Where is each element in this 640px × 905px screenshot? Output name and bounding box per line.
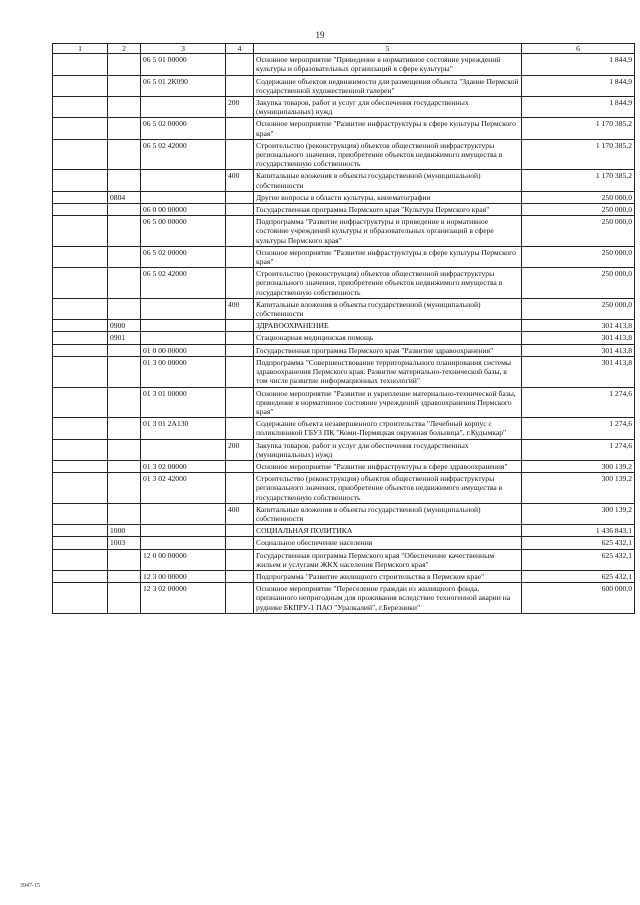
section-cell [53,387,108,418]
item-name-cell: ЗДРАВООХРАНЕНИЕ [254,320,522,332]
item-name-cell: Капитальные вложения в объекты государственной (муниципальной) собственности [254,298,522,319]
target-article-cell: 12 3 02 00000 [141,583,226,614]
target-article-cell: 06 5 01 00000 [141,54,226,75]
table-row [53,216,635,247]
subsection-cell [108,460,141,472]
budget-table [52,43,635,614]
table-row [53,418,635,439]
item-name-cell: Основное мероприятие "Развитие инфраструктуры в сфере культуры Пермского края" [254,118,522,139]
item-name-cell: Государственная программа Пермского края "Обеспечение качественным жильем и услугами ЖКХ населения Пермского края" [254,549,522,570]
target-article-cell: 06 5 00 00000 [141,216,226,247]
table-row [53,549,635,570]
amount-cell: 1 274,6 [522,387,635,418]
subsection-cell [108,439,141,460]
table-row [53,473,635,504]
target-article-cell [141,320,226,332]
expense-type-cell: 200 [226,97,254,118]
amount-cell: 1 844,9 [522,75,635,96]
expense-type-cell [226,570,254,582]
table-row [53,356,635,387]
amount-cell: 1 170 385,2 [522,139,635,170]
subsection-cell [108,139,141,170]
amount-cell: 250 000,0 [522,191,635,203]
table-row [53,503,635,524]
amount-cell: 301 413,8 [522,320,635,332]
target-article-cell: 01 0 00 00000 [141,344,226,356]
amount-cell: 250 000,0 [522,204,635,216]
section-cell [53,268,108,299]
item-name-cell: Строительство (реконструкция) объектов общественной инфраструктуры регионального значения, приобретение объектов недвижимого имущества в государственную собственность [254,473,522,504]
item-name-cell: Социальное обеспечение населения [254,537,522,549]
footer-code: 3947-15 [20,883,40,889]
target-article-cell: 06 5 02 00000 [141,246,226,267]
header-col-2: 2 [108,44,141,54]
target-article-cell [141,191,226,203]
item-name-cell: Государственная программа Пермского края "Культура Пермского края" [254,204,522,216]
item-name-cell: Строительство (реконструкция) объектов общественной инфраструктуры регионального значения, приобретение объектов недвижимого имущества в государственную собственность [254,139,522,170]
table-row [53,54,635,75]
section-cell [53,204,108,216]
amount-cell: 300 139,2 [522,473,635,504]
item-name-cell: Основное мероприятие "Развитие инфраструктуры в сфере культуры Пермского края" [254,246,522,267]
section-cell [53,75,108,96]
item-name-cell: Подпрограмма "Развитие жилищного строительства в Пермском крае" [254,570,522,582]
table-row [53,170,635,191]
target-article-cell: 01 3 01 2А130 [141,418,226,439]
section-cell [53,216,108,247]
target-article-cell: 06 5 01 2К090 [141,75,226,96]
expense-type-cell [226,246,254,267]
amount-cell: 625 432,1 [522,570,635,582]
subsection-cell [108,204,141,216]
item-name-cell: Подпрограмма "Развитие инфраструктуры и приведение в нормативное состояние учреждений культуры и образовательных организаций в сфере культуры Пермского края" [254,216,522,247]
section-cell [53,139,108,170]
table-row [53,320,635,332]
table-row [53,583,635,614]
expense-type-cell [226,216,254,247]
table-row [53,204,635,216]
table-row [53,537,635,549]
item-name-cell: Капитальные вложения в объекты государственной (муниципальной) собственности [254,170,522,191]
amount-cell: 301 413,8 [522,356,635,387]
subsection-cell: 1003 [108,537,141,549]
table-row [53,298,635,319]
subsection-cell [108,473,141,504]
expense-type-cell [226,320,254,332]
amount-cell: 1 844,9 [522,97,635,118]
subsection-cell [108,503,141,524]
subsection-cell [108,216,141,247]
page-number: 19 [315,30,325,40]
section-cell [53,439,108,460]
item-name-cell: Основное мероприятие "Приведение в нормативное состояние учреждений культуры и образовательных организаций в сфере культуры" [254,54,522,75]
subsection-cell [108,549,141,570]
expense-type-cell [226,549,254,570]
target-article-cell: 06 5 02 00000 [141,118,226,139]
expense-type-cell [226,537,254,549]
table-row [53,75,635,96]
amount-cell: 625 432,1 [522,537,635,549]
target-article-cell [141,525,226,537]
header-col-5: 5 [254,44,522,54]
subsection-cell [108,570,141,582]
item-name-cell: Содержание объектов недвижимости для размещения объекта "Здание Пермской государственной художественной галереи" [254,75,522,96]
expense-type-cell [226,583,254,614]
subsection-cell [108,97,141,118]
target-article-cell: 06 0 00 00000 [141,204,226,216]
table-body [53,54,635,614]
item-name-cell: Основное мероприятие "Переселение граждан из жилищного фонда, признанного непригодным для проживания вследствие техногенной аварии на руднике БКПРУ-1 ПАО "Уралкалий", г.Березники" [254,583,522,614]
expense-type-cell [226,118,254,139]
amount-cell: 1 274,6 [522,439,635,460]
table-row [53,344,635,356]
amount-cell: 625 432,1 [522,549,635,570]
amount-cell: 250 000,0 [522,268,635,299]
section-cell [53,473,108,504]
expense-type-cell: 400 [226,298,254,319]
amount-cell: 250 000,0 [522,246,635,267]
target-article-cell [141,537,226,549]
subsection-cell [108,54,141,75]
amount-cell: 1 274,6 [522,418,635,439]
target-article-cell [141,332,226,344]
expense-type-cell [226,54,254,75]
subsection-cell [108,75,141,96]
expense-type-cell [226,473,254,504]
subsection-cell: 1000 [108,525,141,537]
amount-cell: 1 170 385,2 [522,170,635,191]
table-row [53,387,635,418]
amount-cell: 301 413,8 [522,344,635,356]
section-cell [53,460,108,472]
table-row [53,439,635,460]
expense-type-cell [226,204,254,216]
subsection-cell [108,246,141,267]
subsection-cell: 0804 [108,191,141,203]
header-col-6: 6 [522,44,635,54]
section-cell [53,118,108,139]
table-row [53,139,635,170]
section-cell [53,246,108,267]
subsection-cell [108,298,141,319]
header-col-4: 4 [226,44,254,54]
item-name-cell: Закупка товаров, работ и услуг для обеспечения государственных (муниципальных) нужд [254,97,522,118]
item-name-cell: Содержание объекта незавершенного строительства "Лечебный корпус с поликлиникой ГБУЗ ПК "Коми-Пермяцкая окружная больница", г.Кудымкар" [254,418,522,439]
target-article-cell: 01 3 00 00000 [141,356,226,387]
subsection-cell [108,418,141,439]
section-cell [53,583,108,614]
section-cell [53,320,108,332]
expense-type-cell [226,356,254,387]
amount-cell: 1 844,9 [522,54,635,75]
target-article-cell [141,503,226,524]
item-name-cell: Строительство (реконструкция) объектов общественной инфраструктуры регионального значения, приобретение объектов недвижимого имущества в государственную собственность [254,268,522,299]
header-row [53,44,635,54]
subsection-cell [108,268,141,299]
expense-type-cell [226,387,254,418]
expense-type-cell: 200 [226,439,254,460]
header-col-1: 1 [53,44,108,54]
target-article-cell [141,97,226,118]
expense-type-cell [226,268,254,299]
subsection-cell: 0901 [108,332,141,344]
subsection-cell [108,344,141,356]
item-name-cell: Закупка товаров, работ и услуг для обеспечения государственных (муниципальных) нужд [254,439,522,460]
section-cell [53,332,108,344]
subsection-cell [108,170,141,191]
table-row [53,460,635,472]
expense-type-cell: 400 [226,170,254,191]
table-row [53,525,635,537]
header-col-3: 3 [141,44,226,54]
section-cell [53,418,108,439]
table-row [53,97,635,118]
item-name-cell: Государственная программа Пермского края "Развитие здравоохранения" [254,344,522,356]
item-name-cell: Подпрограмма "Совершенствование территориального планирования системы здравоохранения Пермского края. Развитие материально-технической базы, в том числе развитие информационных технологий" [254,356,522,387]
expense-type-cell [226,460,254,472]
item-name-cell: Капитальные вложения в объекты государственной (муниципальной) собственности [254,503,522,524]
section-cell [53,503,108,524]
target-article-cell [141,298,226,319]
amount-cell: 1 436 843,1 [522,525,635,537]
table-row [53,191,635,203]
expense-type-cell [226,139,254,170]
subsection-cell [108,118,141,139]
subsection-cell [108,583,141,614]
table-header [53,44,635,54]
target-article-cell [141,439,226,460]
subsection-cell: 0900 [108,320,141,332]
target-article-cell [141,170,226,191]
target-article-cell: 01 3 02 42000 [141,473,226,504]
section-cell [53,97,108,118]
expense-type-cell [226,344,254,356]
section-cell [53,344,108,356]
expense-type-cell [226,525,254,537]
item-name-cell: Основное мероприятие "Развитие инфраструктуры в сфере здравоохранения" [254,460,522,472]
section-cell [53,170,108,191]
section-cell [53,570,108,582]
amount-cell: 250 000,0 [522,298,635,319]
item-name-cell: Основное мероприятие "Развитие и укрепление материально-технической базы, приведение в нормативное состояние учреждений здравоохранения Пермского края" [254,387,522,418]
amount-cell: 300 139,2 [522,503,635,524]
table-row [53,246,635,267]
expense-type-cell: 400 [226,503,254,524]
target-article-cell: 12 0 00 00000 [141,549,226,570]
section-cell [53,298,108,319]
section-cell [53,54,108,75]
table-row [53,570,635,582]
subsection-cell [108,356,141,387]
section-cell [53,356,108,387]
section-cell [53,191,108,203]
subsection-cell [108,387,141,418]
table-row [53,268,635,299]
expense-type-cell [226,191,254,203]
amount-cell: 301 413,8 [522,332,635,344]
item-name-cell: СОЦИАЛЬНАЯ ПОЛИТИКА [254,525,522,537]
section-cell [53,525,108,537]
expense-type-cell [226,418,254,439]
item-name-cell: Другие вопросы в области культуры, кинематографии [254,191,522,203]
amount-cell: 300 139,2 [522,460,635,472]
table-row [53,118,635,139]
target-article-cell: 01 3 01 00000 [141,387,226,418]
amount-cell: 250 000,0 [522,216,635,247]
section-cell [53,537,108,549]
expense-type-cell [226,332,254,344]
amount-cell: 1 170 385,2 [522,118,635,139]
target-article-cell: 06 5 02 42000 [141,139,226,170]
amount-cell: 600 000,0 [522,583,635,614]
target-article-cell: 06 5 02 42000 [141,268,226,299]
table-row [53,332,635,344]
target-article-cell: 12 3 00 00000 [141,570,226,582]
expense-type-cell [226,75,254,96]
item-name-cell: Стационарная медицинская помощь [254,332,522,344]
section-cell [53,549,108,570]
target-article-cell: 01 3 02 00000 [141,460,226,472]
